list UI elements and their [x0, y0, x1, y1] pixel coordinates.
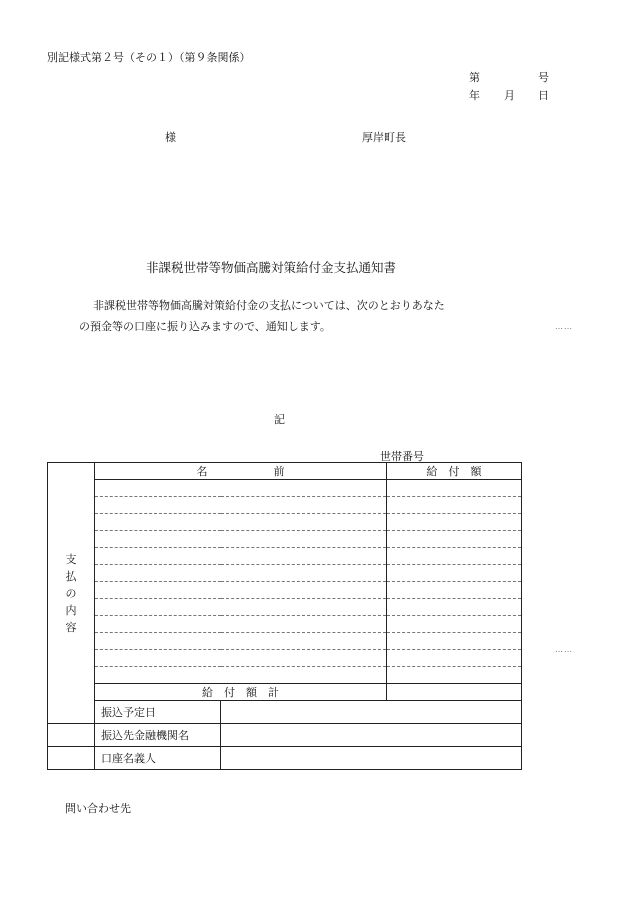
payment-table: [47, 462, 522, 770]
number-go-label: 号: [538, 71, 549, 84]
side-char: 支: [65, 552, 77, 566]
amount-cell[interactable]: [387, 599, 522, 616]
account-holder-field[interactable]: [221, 747, 522, 770]
issuer-name: 厚岸町長: [362, 131, 406, 144]
name-cell[interactable]: [95, 650, 387, 667]
name-column-header: 名 前: [95, 463, 387, 480]
form-id: 別記様式第２号（その１）（第９条関係）: [47, 51, 251, 64]
name-cell[interactable]: [95, 514, 387, 531]
scheduled-date-field[interactable]: [221, 701, 522, 724]
payment-contents-side-label: [48, 463, 95, 724]
date-year-label: 年: [469, 89, 480, 102]
amount-cell[interactable]: [387, 582, 522, 599]
number-dai-label: 第: [469, 71, 480, 84]
name-cell[interactable]: [95, 616, 387, 633]
name-cell[interactable]: [95, 599, 387, 616]
amount-cell[interactable]: [387, 667, 522, 684]
date-month-label: 月: [504, 89, 515, 102]
total-amount-cell[interactable]: [387, 684, 522, 701]
side-char: 内: [65, 603, 77, 617]
body-line-1: 非課税世帯等物価高騰対策給付金の支払については、次のとおりあなた: [93, 299, 445, 312]
household-number-label: 世帯番号: [380, 450, 424, 463]
contact-label: 問い合わせ先: [65, 802, 131, 815]
scheduled-date-label: 振込予定日: [95, 701, 221, 724]
amount-cell[interactable]: [387, 548, 522, 565]
recipient-suffix: 様: [165, 131, 176, 144]
name-cell[interactable]: [95, 565, 387, 582]
bank-label: 振込先金融機関名: [95, 724, 221, 747]
amount-cell[interactable]: [387, 633, 522, 650]
amount-cell[interactable]: [387, 480, 522, 497]
amount-cell[interactable]: [387, 565, 522, 582]
margin-dotted-mark-2: ……: [555, 645, 573, 654]
amount-column-header: 給 付 額: [387, 463, 522, 480]
name-cell[interactable]: [95, 667, 387, 684]
side-char: 容: [65, 620, 77, 634]
date-day-label: 日: [538, 89, 549, 102]
amount-cell[interactable]: [387, 531, 522, 548]
name-cell[interactable]: [95, 531, 387, 548]
name-cell[interactable]: [95, 633, 387, 650]
amount-cell[interactable]: [387, 616, 522, 633]
name-cell[interactable]: [95, 548, 387, 565]
ki-heading: 記: [274, 413, 285, 426]
amount-cell[interactable]: [387, 514, 522, 531]
name-cell[interactable]: [95, 582, 387, 599]
amount-cell[interactable]: [387, 650, 522, 667]
bank-field[interactable]: [221, 724, 522, 747]
side-blank: [48, 724, 95, 747]
amount-cell[interactable]: [387, 497, 522, 514]
name-cell[interactable]: [95, 480, 387, 497]
side-blank: [48, 747, 95, 770]
account-holder-label: 口座名義人: [95, 747, 221, 770]
document-title: 非課税世帯等物価高騰対策給付金支払通知書: [146, 260, 397, 275]
total-amount-label: 給 付 額 計: [95, 684, 387, 701]
body-line-2: の預金等の口座に振り込みますので、通知します。: [79, 320, 331, 333]
margin-dotted-mark: ……: [555, 322, 573, 331]
name-cell[interactable]: [95, 497, 387, 514]
side-char: の: [65, 586, 77, 600]
side-char: 払: [65, 569, 77, 583]
